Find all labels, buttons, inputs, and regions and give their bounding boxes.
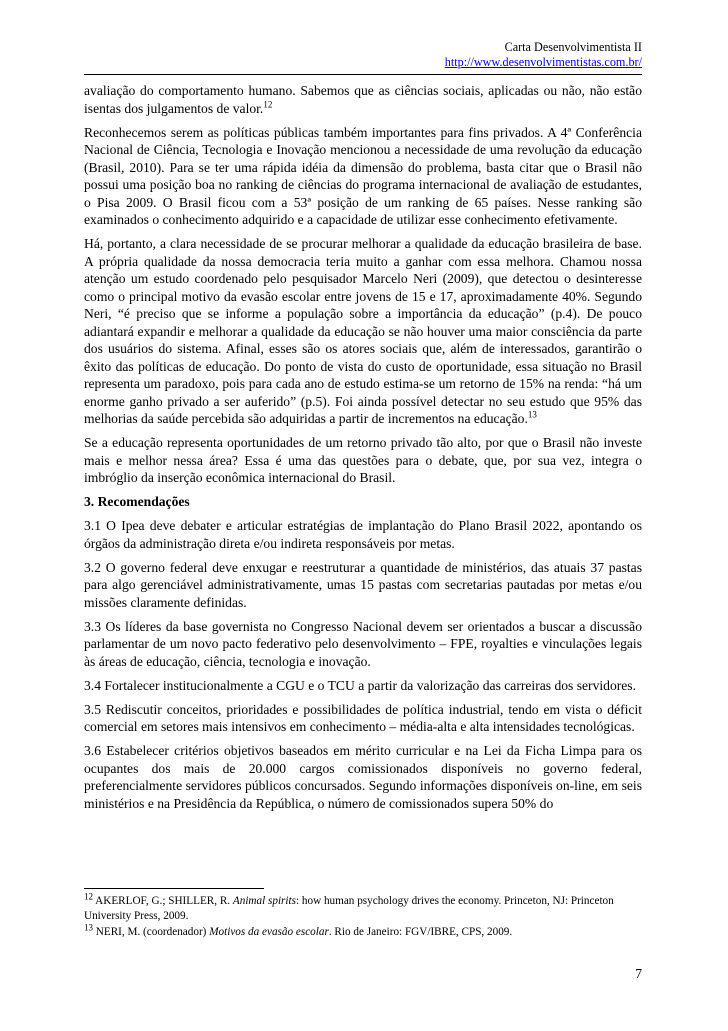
recommendation-3-1: 3.1 O Ipea deve debater e articular estratégias de implantação do Plano Brasil 2022, apontando os órgãos da administração direta e/ou indireta responsáveis por metas. (84, 518, 642, 551)
recommendation-3-4: 3.4 Fortalecer institucionalmente a CGU e o TCU a partir da valorização das carreiras dos servidores. (84, 677, 636, 693)
section-heading-recommendations: 3. Recomendações (84, 494, 190, 509)
paragraph-2: Reconhecemos serem as políticas públicas também importantes para fins privados. A 4ª Conferência Nacional de Ciência, Tecnologia e Inovação mencionou a necessidade de uma revolução da educação (Brasil, 2010). Para se ter uma rápida idéia da dimensão do problema, basta citar que o Brasil não possui uma posição boa no ranking de ciências do programa internacional de avaliação de estudantes, o Pisa 2009. O Brasil ficou com a 53ª posição de um ranking de 65 países. Nesse ranking são examinados o conhecimento adquirido e a capacidade de utilizar esse conhecimento efetivamente. (84, 124, 642, 227)
footnote-13 (84, 922, 642, 940)
document-body (84, 82, 642, 819)
footnote-12 (84, 891, 642, 923)
footnote-ref-12[interactable]: 12 (263, 98, 273, 109)
footnote-12-authors: AKERLOF, G.; SHILLER, R. (93, 895, 233, 907)
paragraph-3 (84, 235, 642, 428)
footnote-13-number: 13 (84, 922, 93, 933)
footnote-13-authors: NERI, M. (coordenador) (93, 926, 210, 938)
paragraph-1 (84, 82, 642, 117)
recommendation-3-2: 3.2 O governo federal deve enxugar e reestruturar a quantidade de ministérios, das atuais 37 pastas para algo gerenciável administrativamente, umas 15 pastas com secretarias pautadas por metas e/ou missões claramente definidas. (84, 559, 642, 610)
footnote-13-details: . Rio de Janeiro: FGV/IBRE, CPS, 2009. (328, 926, 513, 938)
footnote-12-title: Animal spirits (232, 895, 296, 907)
footnote-divider (84, 888, 264, 889)
paragraph-3-text: Há, portanto, a clara necessidade de se procurar melhorar a qualidade da educação brasileira de base. A própria qualidade da nossa democracia teria muito a ganhar com essa melhora. Chamou nossa atenção um estudo coordenado pelo pesquisador Marcelo Neri (2009), que detectou o desinteresse como o principal motivo da evasão escolar entre jovens de 15 e 17, aproximadamente 40%. Segundo Neri, “é preciso que se informe a população sobre a importância da educação” (p.4). De pouco adiantará expandir e melhorar a qualidade da educação se não houver uma maior consciência da parte dos usuários do sistema. Afinal, esses são os atores sociais que, além de interessados, garantirão o êxito das políticas de educação. Do ponto de vista do custo de oportunidade, essa situação no Brasil representa um paradoxo, pois para cada ano de estudo estima-se um retorno de 15% na renda: “há um enorme ganho privado a ser auferido” (p.5). Foi ainda possível detectar no seu estudo que 95% das melhorias da saúde percebida são adquiridas a partir de incrementos na educação. (84, 236, 642, 426)
paragraph-1-text: avaliação do comportamento humano. Sabemos que as ciências sociais, aplicadas ou não, não estão isentas dos julgamentos de valor. (84, 83, 642, 116)
header-title: Carta Desenvolvimentista II (504, 40, 642, 54)
page-header (445, 40, 642, 70)
recommendation-3-6: 3.6 Estabelecer critérios objetivos baseados em mérito curricular e na Lei da Ficha Limpa para os ocupantes dos mais de 20.000 cargos comissionados disponíveis no governo federal, preferencialmente servidores públicos concursados. Segundo informações disponíveis on-line, em seis ministérios e na Presidência da República, o número de comissionados supera 50% do (84, 743, 642, 811)
header-divider (84, 74, 642, 75)
footnote-ref-13[interactable]: 13 (527, 409, 537, 420)
footnote-12-number: 12 (84, 891, 93, 902)
recommendation-3-5: 3.5 Rediscutir conceitos, prioridades e possibilidades de política industrial, tendo em vista o déficit comercial em setores mais intensivos em conhecimento – média-alta e alta intensidades tecnológicas. (84, 701, 642, 734)
footnote-13-title: Motivos da evasão escolar (209, 926, 329, 938)
footnotes (84, 891, 642, 942)
page-number: 7 (635, 966, 642, 981)
paragraph-4: Se a educação representa oportunidades de um retorno privado tão alto, por que o Brasil não investe mais e melhor nessa área? Essa é uma das questões para o debate, que, por sua vez, integra o imbróglio da inserção econômica internacional do Brasil. (84, 435, 642, 485)
header-url-link[interactable]: http://www.desenvolvimentistas.com.br/ (444, 55, 642, 69)
recommendation-3-3: 3.3 Os líderes da base governista no Congresso Nacional devem ser orientados a buscar a discussão parlamentar de um novo pacto federativo pelo desenvolvimento – FPE, royalties e vinculações legais às áreas de educação, ciência, tecnologia e inovação. (84, 618, 642, 669)
footnote-12-details: : how human psychology drives the economy. Princeton, NJ: Princeton University Press, 2009. (84, 895, 614, 922)
